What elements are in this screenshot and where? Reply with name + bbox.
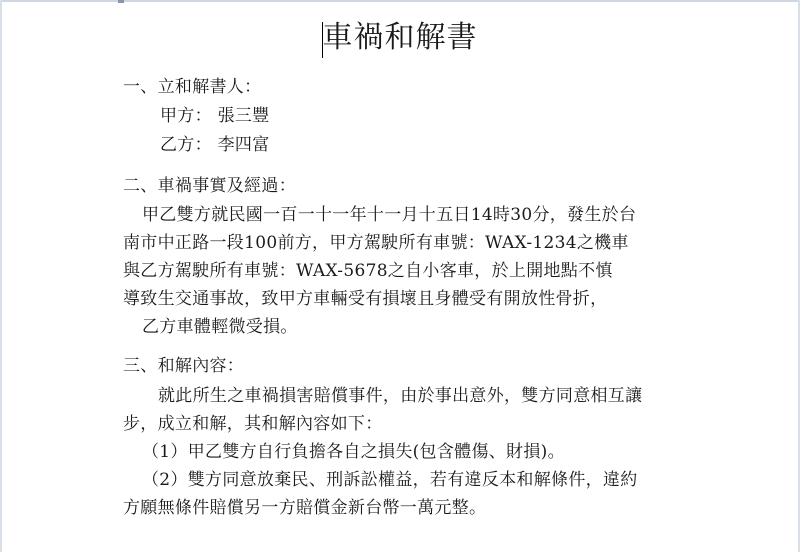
section2-paragraph-line: 乙方車體輕微受損。 [142,317,298,337]
section2-paragraph-line: 導致生交通事故，致甲方車輛受有損壞且身體受有開放性骨折， [123,289,608,309]
text-cursor [322,22,323,58]
section2-paragraph-line: 與乙方駕駛所有車號：WAX-5678之自小客車，於上開地點不慎 [123,261,613,281]
section1-heading: 一、立和解書人： [123,77,262,97]
party-a-line: 甲方： 張三豐 [160,106,270,126]
section2-paragraph-line: 甲乙雙方就民國一百一十一年十一月十五日14時30分，發生於台 [142,205,637,225]
section3-heading: 三、和解內容： [123,356,245,376]
party-b-line: 乙方： 李四富 [160,135,270,155]
section2-paragraph-line: 南市中正路一段100前方，甲方駕駛所有車號：WAX-1234之機車 [123,233,629,253]
section2-heading: 二、車禍事實及經過： [123,176,296,196]
section3-paragraph-line: （1）甲乙雙方自行負擔各自之損失(包含體傷、財損)。 [142,442,565,462]
section3-paragraph-line: 步，成立和解，其和解內容如下： [123,414,383,434]
section3-paragraph-line: 就此所生之車禍損害賠償事件，由於事出意外，雙方同意相互讓 [158,386,643,406]
section3-paragraph-line: （2）雙方同意放棄民、刑訴訟權益，若有違反本和解條件，違約 [142,470,638,490]
section3-paragraph-line: 方願無條件賠償另一方賠償金新台幣一萬元整。 [123,498,487,518]
document-title: 車禍和解書 [322,20,478,55]
